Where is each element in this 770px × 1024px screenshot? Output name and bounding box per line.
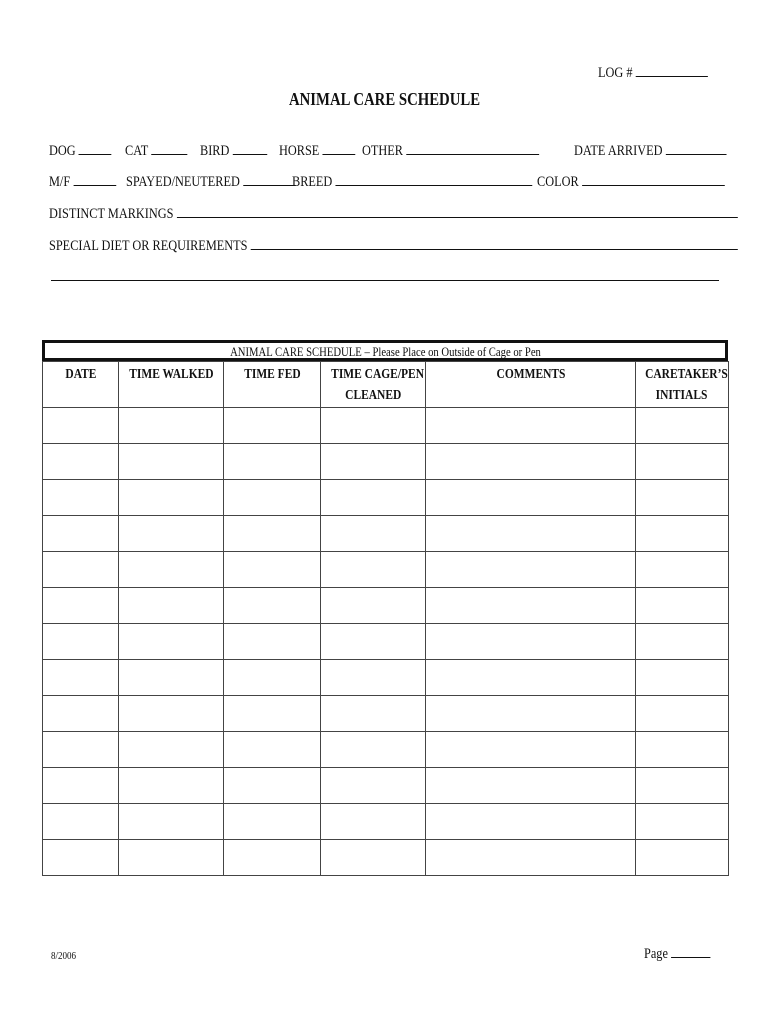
- table-cell[interactable]: [636, 516, 729, 552]
- table-cell[interactable]: [636, 768, 729, 804]
- table-cell[interactable]: [224, 480, 321, 516]
- table-cell[interactable]: [119, 732, 224, 768]
- table-cell[interactable]: [636, 696, 729, 732]
- table-cell[interactable]: [426, 768, 636, 804]
- table-cell[interactable]: [321, 696, 426, 732]
- table-cell[interactable]: [636, 804, 729, 840]
- table-cell[interactable]: [321, 840, 426, 876]
- table-cell[interactable]: [119, 768, 224, 804]
- table-cell[interactable]: [321, 444, 426, 480]
- table-row: [43, 840, 729, 876]
- column-header-time-fed: TIME FED: [224, 362, 321, 408]
- table-cell[interactable]: [224, 660, 321, 696]
- table-cell[interactable]: [119, 624, 224, 660]
- column-header-time-cleaned: TIME CAGE/PEN CLEANED: [321, 362, 426, 408]
- table-cell[interactable]: [43, 768, 119, 804]
- column-header-time-walked: TIME WALKED: [119, 362, 224, 408]
- table-cell[interactable]: [119, 480, 224, 516]
- table-cell[interactable]: [636, 552, 729, 588]
- log-label: LOG #: [598, 65, 633, 81]
- table-cell[interactable]: [636, 480, 729, 516]
- table-cell[interactable]: [119, 588, 224, 624]
- breed-field[interactable]: BREED: [292, 172, 532, 191]
- color-field[interactable]: COLOR: [537, 172, 724, 191]
- table-cell[interactable]: [224, 552, 321, 588]
- table-cell[interactable]: [426, 480, 636, 516]
- table-cell[interactable]: [426, 804, 636, 840]
- schedule-caption: ANIMAL CARE SCHEDULE – Please Place on Outside of Cage or Pen: [42, 340, 728, 361]
- table-cell[interactable]: [321, 588, 426, 624]
- table-cell[interactable]: [426, 444, 636, 480]
- table-cell[interactable]: [43, 660, 119, 696]
- table-cell[interactable]: [636, 840, 729, 876]
- table-cell[interactable]: [224, 732, 321, 768]
- table-cell[interactable]: [119, 516, 224, 552]
- table-row: [43, 624, 729, 660]
- table-row: [43, 444, 729, 480]
- table-cell[interactable]: [43, 696, 119, 732]
- table-cell[interactable]: [224, 444, 321, 480]
- schedule-body: [43, 408, 729, 876]
- table-cell[interactable]: [636, 660, 729, 696]
- table-cell[interactable]: [426, 516, 636, 552]
- table-cell[interactable]: [43, 732, 119, 768]
- table-row: [43, 732, 729, 768]
- bird-field[interactable]: BIRD: [200, 141, 267, 160]
- table-cell[interactable]: [119, 408, 224, 444]
- table-cell[interactable]: [636, 624, 729, 660]
- table-cell[interactable]: [224, 516, 321, 552]
- table-cell[interactable]: [426, 840, 636, 876]
- table-row: [43, 768, 729, 804]
- table-cell[interactable]: [636, 588, 729, 624]
- table-row: [43, 480, 729, 516]
- page-title: ANIMAL CARE SCHEDULE: [289, 89, 481, 109]
- table-cell[interactable]: [43, 840, 119, 876]
- table-cell[interactable]: [426, 408, 636, 444]
- table-cell[interactable]: [636, 732, 729, 768]
- table-cell[interactable]: [224, 588, 321, 624]
- table-cell[interactable]: [426, 624, 636, 660]
- table-row: [43, 408, 729, 444]
- table-cell[interactable]: [224, 768, 321, 804]
- table-cell[interactable]: [43, 552, 119, 588]
- table-cell[interactable]: [119, 444, 224, 480]
- table-cell[interactable]: [321, 552, 426, 588]
- table-cell[interactable]: [119, 840, 224, 876]
- table-cell[interactable]: [43, 624, 119, 660]
- table-cell[interactable]: [321, 732, 426, 768]
- table-cell[interactable]: [119, 696, 224, 732]
- table-cell[interactable]: [224, 804, 321, 840]
- table-cell[interactable]: [636, 408, 729, 444]
- table-cell[interactable]: [426, 660, 636, 696]
- sex-field[interactable]: M/F: [49, 172, 116, 191]
- schedule-header-row: [43, 362, 729, 408]
- table-cell[interactable]: [43, 588, 119, 624]
- table-cell[interactable]: [321, 804, 426, 840]
- horse-field[interactable]: HORSE: [279, 141, 355, 160]
- special-diet-continuation-line[interactable]: [51, 267, 719, 286]
- table-cell[interactable]: [224, 408, 321, 444]
- log-number-field[interactable]: [598, 63, 732, 82]
- dog-field[interactable]: DOG: [49, 141, 112, 160]
- table-row: [43, 660, 729, 696]
- table-cell[interactable]: [321, 768, 426, 804]
- table-cell[interactable]: [321, 624, 426, 660]
- column-header-date: DATE: [43, 362, 119, 408]
- table-row: [43, 552, 729, 588]
- table-cell[interactable]: [43, 408, 119, 444]
- table-cell[interactable]: [321, 408, 426, 444]
- table-row: [43, 588, 729, 624]
- table-cell[interactable]: [224, 696, 321, 732]
- page-number-field[interactable]: Page: [644, 944, 725, 963]
- table-cell[interactable]: [43, 480, 119, 516]
- table-row: [43, 696, 729, 732]
- date-arrived-field[interactable]: DATE ARRIVED: [574, 141, 726, 160]
- table-cell[interactable]: [321, 660, 426, 696]
- table-cell[interactable]: [224, 840, 321, 876]
- table-row: [43, 516, 729, 552]
- table-cell[interactable]: [426, 588, 636, 624]
- other-field[interactable]: OTHER: [362, 141, 539, 160]
- column-header-caretaker-initials: CARETAKER’S INITIALS: [636, 362, 729, 408]
- table-cell[interactable]: [43, 444, 119, 480]
- table-cell[interactable]: [43, 804, 119, 840]
- table-cell[interactable]: [321, 480, 426, 516]
- care-schedule-table: [42, 340, 728, 876]
- table-cell[interactable]: [426, 696, 636, 732]
- column-header-comments: COMMENTS: [426, 362, 636, 408]
- table-cell[interactable]: [321, 516, 426, 552]
- table-cell[interactable]: [224, 624, 321, 660]
- revision-date: 8/2006: [51, 950, 77, 962]
- table-cell[interactable]: [636, 444, 729, 480]
- table-cell[interactable]: [119, 660, 224, 696]
- table-cell[interactable]: [426, 732, 636, 768]
- table-cell[interactable]: [119, 804, 224, 840]
- table-cell[interactable]: [426, 552, 636, 588]
- cat-field[interactable]: CAT: [125, 141, 187, 160]
- table-row: [43, 804, 729, 840]
- table-cell[interactable]: [43, 516, 119, 552]
- table-cell[interactable]: [119, 552, 224, 588]
- spayed-neutered-field[interactable]: SPAYED/NEUTERED: [126, 172, 295, 191]
